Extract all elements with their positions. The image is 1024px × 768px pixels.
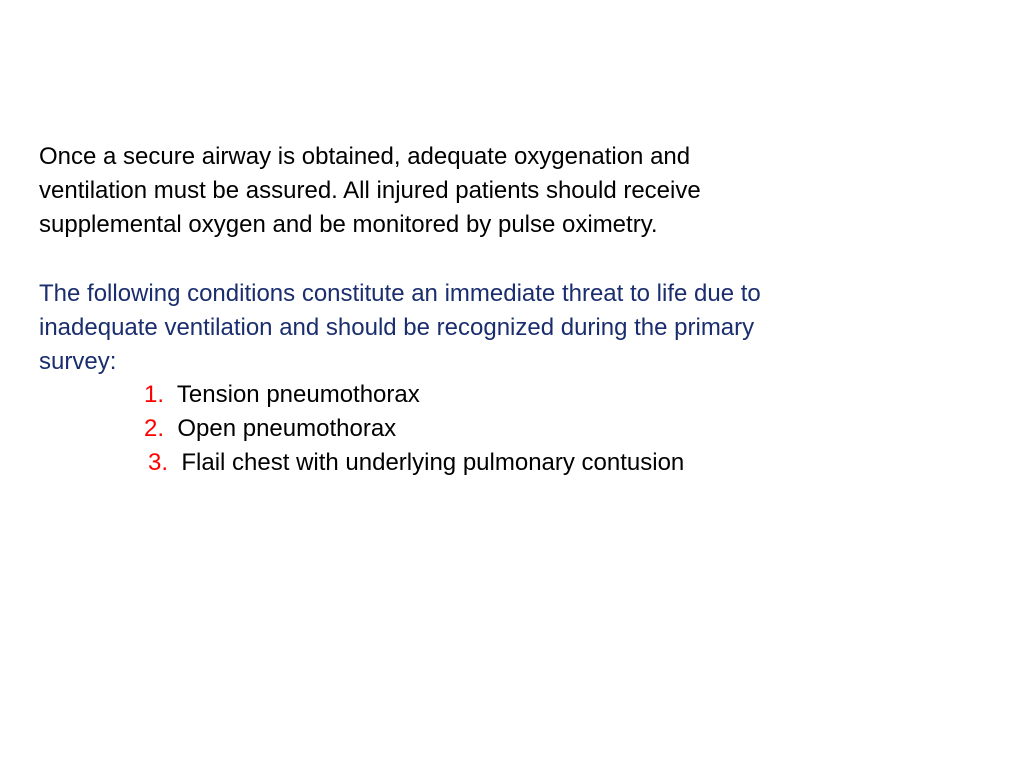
conditions-intro-line: survey: bbox=[39, 348, 117, 375]
conditions-intro-line: inadequate ventilation and should be recognized during the primary bbox=[39, 314, 755, 341]
list-item-text: Flail chest with underlying pulmonary contusion bbox=[181, 449, 685, 476]
intro-line: Once a secure airway is obtained, adequate oxygenation and bbox=[39, 143, 691, 170]
conditions-list bbox=[0, 378, 685, 480]
list-item bbox=[144, 412, 680, 446]
list-item bbox=[148, 446, 684, 480]
list-item-number: 2. bbox=[144, 415, 165, 442]
intro-line: supplemental oxygen and be monitored by pulse oximetry. bbox=[39, 211, 658, 238]
conditions-intro-paragraph bbox=[39, 277, 761, 379]
list-item-number: 1. bbox=[144, 381, 165, 408]
list-item-text: Tension pneumothorax bbox=[176, 381, 420, 408]
list-item bbox=[144, 378, 680, 412]
list-item-text: Open pneumothorax bbox=[177, 415, 397, 442]
list-item-number: 3. bbox=[148, 449, 169, 476]
intro-paragraph bbox=[39, 140, 701, 242]
conditions-intro-line: The following conditions constitute an immediate threat to life due to bbox=[39, 280, 761, 307]
intro-line: ventilation must be assured. All injured patients should receive bbox=[39, 177, 701, 204]
